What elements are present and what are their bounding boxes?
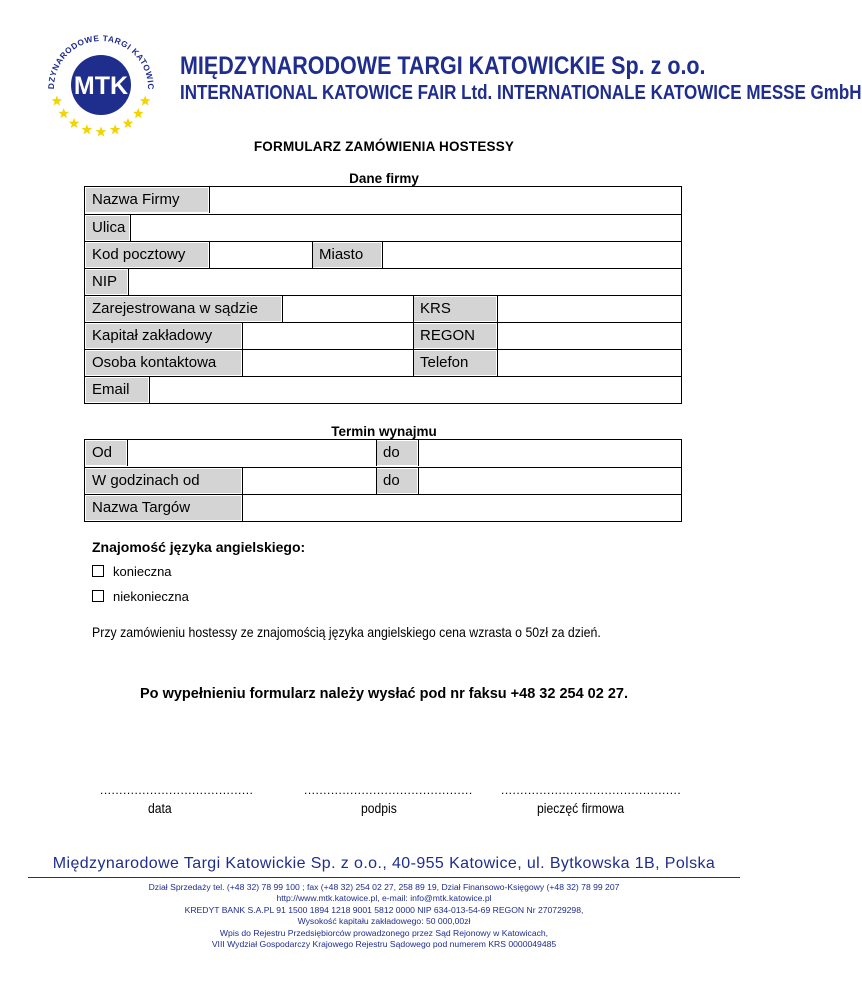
footer-line: Dział Sprzedaży tel. (+48 32) 78 99 100 ; fax (+48 32) 254 02 27, 258 89 19, Dział Finansowo-Księgowy (+48 32) 78 99 207 [148, 882, 620, 892]
footer-line: KREDYT BANK S.A.PL 91 1500 1894 1218 9001 5812 0000 NIP 634-013-54-69 REGON Nr 270729298, [184, 904, 584, 915]
rental-section-heading: Termin wynajmu [331, 424, 437, 439]
company-data-table [84, 186, 682, 404]
sign-signature-line: ............................................ [304, 783, 473, 797]
star-icon [123, 118, 134, 128]
row-street [85, 214, 681, 241]
rental-table [84, 439, 682, 522]
star-icon [69, 118, 80, 128]
form-title: FORMULARZ ZAMÓWIENIA HOSTESSY [253, 139, 515, 154]
krs-field[interactable] [498, 296, 681, 322]
label-hours-to: do [377, 469, 417, 493]
label-street: Ulica [86, 216, 129, 240]
fair-name-field[interactable] [243, 495, 681, 521]
to-date-field[interactable] [419, 440, 681, 466]
city-field[interactable] [383, 242, 681, 268]
price-note: Przy zamówieniu hostessy ze znajomością języka angielskiego cena wzrasta o 50zł za dzień. [92, 624, 601, 640]
logo-text: MTK [73, 72, 129, 100]
court-field[interactable] [283, 296, 412, 322]
fax-instruction: Po wypełnieniu formularz należy wysłać pod nr faksu +48 32 254 02 27. [140, 686, 628, 702]
label-from: Od [86, 441, 126, 465]
label-court: Zarejestrowana w sądzie [86, 297, 281, 321]
star-icon [140, 95, 151, 105]
stamp-label: pieczęć firmowa [537, 801, 625, 816]
option-required-label: konieczna [113, 564, 172, 579]
checkbox-not-required[interactable] [92, 590, 104, 602]
english-skill-title: Znajomość języka angielskiego: [92, 539, 306, 555]
email-field[interactable] [150, 377, 681, 403]
star-icon [52, 95, 63, 105]
row-from-to [85, 440, 681, 467]
hours-from-field[interactable] [243, 468, 376, 494]
star-icon [110, 124, 121, 134]
row-fair-name [85, 494, 681, 521]
label-regon: REGON [414, 324, 496, 348]
mtk-logo [38, 22, 164, 148]
row-hours [85, 467, 681, 494]
label-fair-name: Nazwa Targów [86, 496, 241, 520]
option-not-required[interactable] [92, 589, 189, 604]
checkbox-required[interactable] [92, 565, 104, 577]
label-company-name: Nazwa Firmy [86, 188, 208, 212]
footer-line: Wpis do Rejestru Przedsiębiorców prowadzonego przez Sąd Rejonowy w Katowicach, [219, 927, 549, 938]
label-phone: Telefon [414, 351, 496, 375]
date-signature-line: ........................................ [100, 783, 254, 797]
phone-field[interactable] [498, 350, 681, 376]
label-krs: KRS [414, 297, 496, 321]
street-field[interactable] [131, 215, 681, 241]
hours-to-field[interactable] [419, 468, 681, 494]
star-icon [133, 108, 144, 118]
row-court-krs [85, 295, 681, 322]
mtk-logo-emblem [38, 22, 164, 148]
capital-field[interactable] [243, 323, 413, 349]
label-to: do [377, 441, 417, 465]
row-contact-phone [85, 349, 681, 376]
contact-field[interactable] [243, 350, 413, 376]
from-date-field[interactable] [128, 440, 376, 466]
label-email: Email [86, 378, 148, 402]
sign-label: podpis [361, 801, 397, 816]
company-name-pl: MIĘDZYNARODOWE TARGI KATOWICKIE Sp. z o.o. [180, 52, 706, 80]
footer-details [0, 882, 768, 950]
label-contact: Osoba kontaktowa [86, 351, 241, 375]
label-capital: Kapitał zakładowy [86, 324, 241, 348]
company-name-field[interactable] [210, 187, 681, 213]
footer-line: VIII Wydział Gospodarczy Krajowego Rejestru Sądowego pod numerem KRS 0000049485 [211, 939, 557, 950]
star-icon [96, 126, 107, 136]
date-label: data [148, 801, 172, 816]
company-name-en-de: INTERNATIONAL KATOWICE FAIR Ltd. INTERNATIONALE KATOWICE MESSE GmbH [180, 82, 862, 104]
label-city: Miasto [313, 243, 381, 267]
row-nip [85, 268, 681, 295]
label-postal-code: Kod pocztowy [86, 243, 208, 267]
row-capital-regon [85, 322, 681, 349]
label-nip: NIP [86, 270, 127, 294]
star-icon [58, 108, 69, 118]
footer-divider [28, 877, 740, 878]
footer-line: http://www.mtk.katowice.pl, e-mail: info@mtk.katowice.pl [276, 893, 492, 904]
footer-line: Wysokość kapitału zakładowego: 50 000,00zł [297, 916, 471, 927]
option-required[interactable] [92, 564, 172, 579]
option-not-required-label: niekonieczna [113, 589, 189, 604]
row-email [85, 376, 681, 403]
nip-field[interactable] [129, 269, 681, 295]
regon-field[interactable] [498, 323, 681, 349]
logo-ring-textpath: DZYNARODOWE TARGI KATOWIC [45, 32, 157, 91]
star-icon [82, 124, 93, 134]
footer-address: Międzynarodowe Targi Katowickie Sp. z o.o., 40-955 Katowice, ul. Bytkowska 1B, Polska [52, 855, 716, 872]
label-hours-from: W godzinach od [86, 469, 241, 493]
row-company-name [85, 187, 681, 214]
company-section-heading: Dane firmy [349, 171, 419, 186]
stamp-signature-line: ............................................... [501, 783, 682, 797]
postal-code-field[interactable] [210, 242, 312, 268]
row-postal-city [85, 241, 681, 268]
